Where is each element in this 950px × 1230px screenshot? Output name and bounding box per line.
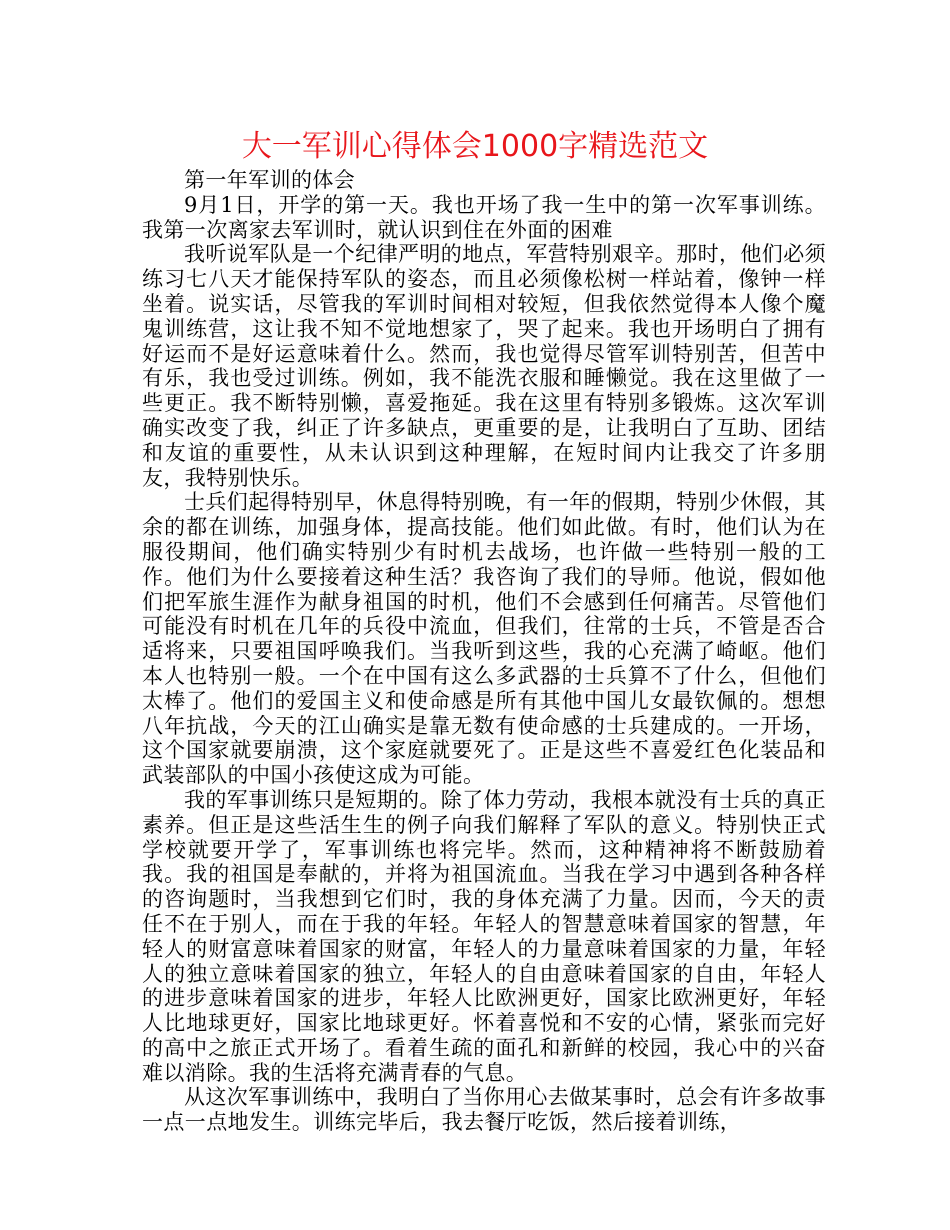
document-body [142, 168, 826, 1135]
paragraph-2: 我听说军队是一个纪律严明的地点，军营特别艰辛。那时，他们必须练习七八天才能保持军队的姿态，而且必须像松树一样站着，像钟一样坐着。说实话，尽管我的军训时间相对较短，但我依然觉得本人像个魔鬼训练营，这让我不知不觉地想家了，哭了起来。我也开场明白了拥有好运而不是好运意味着什么。然而，我也觉得尽管军训特别苦，但苦中有乐，我也受过训练。例如，我不能洗衣服和睡懒觉。我在这里做了一些更正。我不断特别懒，喜爱拖延。我在这里有特别多锻炼。这次军训确实改变了我，纠正了许多缺点，更重要的是，让我明白了互助、团结和友谊的重要性，从未认识到这种理解，在短时间内让我交了许多朋友，我特别快乐。 [142, 242, 826, 490]
paragraph-4: 我的军事训练只是短期的。除了体力劳动，我根本就没有士兵的真正素养。但正是这些活生生的例子向我们解释了军队的意义。特别快正式学校就要开学了，军事训练也将完毕。然而，这种精神将不断鼓励着我。我的祖国是奉献的，并将为祖国流血。当我在学习中遇到各种各样的咨询题时，当我想到它们时，我的身体充满了力量。因而，今天的责任不在于别人，而在于我的年轻。年轻人的智慧意味着国家的智慧，年轻人的财富意味着国家的财富，年轻人的力量意味着国家的力量，年轻人的独立意味着国家的独立，年轻人的自由意味着国家的自由，年轻人的进步意味着国家的进步，年轻人比欧洲更好，国家比欧洲更好，年轻人比地球更好，国家比地球更好。怀着喜悦和不安的心情，紧张而完好的高中之旅正式开场了。看着生疏的面孔和新鲜的校园，我心中的兴奋难以消除。我的生活将充满青春的气息。 [142, 787, 826, 1085]
paragraph-1: 9月1日，开学的第一天。我也开场了我一生中的第一次军事训练。我第一次离家去军训时，就认识到住在外面的困难 [142, 192, 826, 242]
paragraph-5: 从这次军事训练中，我明白了当你用心去做某事时，总会有许多故事一点一点地发生。训练完毕后，我去餐厅吃饭，然后接着训练， [142, 1085, 826, 1135]
paragraph-3: 士兵们起得特别早，休息得特别晚，有一年的假期，特别少休假，其余的都在训练，加强身体，提高技能。他们如此做。有时，他们认为在服役期间，他们确实特别少有时机去战场，也许做一些特别一般的工作。他们为什么要接着这种生活？我咨询了我们的导师。他说，假如他们把军旅生涯作为献身祖国的时机，他们不会感到任何痛苦。尽管他们可能没有时机在几年的兵役中流血，但我们，往常的士兵，不管是否合适将来，只要祖国呼唤我们。当我听到这些，我的心充满了崎岖。他们本人也特别一般。一个在中国有这么多武器的士兵算不了什么，但他们太棒了。他们的爱国主义和使命感是所有其他中国儿女最钦佩的。想想八年抗战，今天的江山确实是靠无数有使命感的士兵建成的。一开场，这个国家就要崩溃，这个家庭就要死了。正是这些不喜爱红色化装品和武装部队的中国小孩使这成为可能。 [142, 490, 826, 788]
document-title: 大一军训心得体会1000字精选范文 [241, 129, 709, 164]
section-heading: 第一年军训的体会 [184, 168, 356, 192]
